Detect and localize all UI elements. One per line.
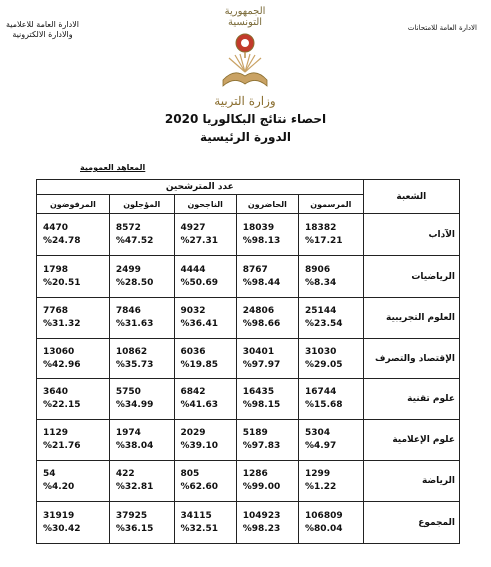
cell-count: 106809 [305,510,343,521]
section-label: المعاهد العمومية [80,163,146,172]
cell-percent: %98.23 [242,523,281,534]
cell-count: 7846 [115,306,141,316]
right-header: الادارة العامة للامتحانات [407,24,477,32]
cell-percent: %30.42 [43,523,81,534]
table-cell [299,339,364,379]
table-row [37,256,460,298]
cell-percent: %20.51 [43,277,81,288]
ministry-emblem [207,6,283,108]
cell-percent: %28.50 [115,277,154,288]
row-label: الإقتصاد والتصرف [363,339,459,379]
row-label: علوم تقنية [363,379,459,420]
cell-count: 8572 [115,222,141,233]
cell-percent: %34.99 [115,400,154,410]
table-cell [299,298,364,339]
cell-percent: %98.13 [242,235,281,246]
table-cell [109,420,174,461]
emblem-title: الجمهورية التونسية [224,6,266,28]
cell-count: 5189 [242,428,268,438]
cell-percent: %36.15 [115,523,154,534]
cell-percent: %97.97 [242,359,281,370]
table-cell [37,298,110,339]
table-cell [109,298,174,339]
cell-count: 1798 [43,264,69,275]
cell-percent: %8.34 [305,277,337,288]
cell-percent: %15.68 [305,400,343,410]
table-row [37,420,460,461]
table-cell [299,461,364,502]
report-subtitle: الدورة الرئيسية [199,130,292,144]
cell-count: 31030 [305,346,337,357]
table-cell [236,420,298,461]
table-cell [109,379,174,420]
table-row [37,298,460,339]
table-row [37,339,460,379]
table-cell [299,379,364,420]
cell-count: 34115 [180,510,212,521]
table-cell [109,461,174,502]
cell-count: 18382 [305,222,337,233]
cell-percent: %4.97 [305,441,337,451]
left-header-line1: الادارة العامة للاعلامية [6,20,79,29]
cell-percent: %29.05 [305,359,343,370]
cell-count: 2499 [115,264,141,275]
table-cell [37,502,110,544]
cell-percent: %41.63 [180,400,218,410]
cell-percent: %19.85 [180,359,218,370]
cell-count: 422 [115,469,135,479]
table-cell [174,214,236,256]
cell-percent: %50.69 [180,277,218,288]
cell-percent: %24.78 [43,235,81,246]
cell-percent: %98.15 [242,400,281,410]
cell-percent: %21.76 [43,441,81,451]
table-cell [37,339,110,379]
cell-percent: %38.04 [115,441,154,451]
cell-count: 37925 [115,510,148,521]
cell-count: 1299 [305,469,331,479]
cell-count: 8906 [305,264,331,275]
cell-count: 4927 [180,222,206,233]
table-cell [299,256,364,298]
candidates-header: عدد المترشحين [37,180,364,195]
cell-percent: %39.10 [180,441,218,451]
table-cell [299,420,364,461]
cell-percent: %4.20 [43,482,75,492]
table-cell [174,420,236,461]
cell-count: 30401 [242,346,275,357]
table-cell [299,214,364,256]
cell-count: 1286 [242,469,268,479]
cell-count: 9032 [180,306,206,316]
table-cell [236,502,298,544]
cell-percent: %98.44 [242,277,281,288]
cell-percent: %1.22 [305,482,337,492]
table-cell [236,298,298,339]
cell-percent: %31.63 [115,319,154,329]
branch-header: الشعبة [363,180,459,214]
row-label: علوم الإعلامية [363,420,459,461]
ministry-name: وزارة التربية [214,94,276,108]
cell-count: 6036 [180,346,206,357]
cell-count: 805 [180,469,200,479]
cell-count: 4470 [43,222,69,233]
cell-count: 4444 [180,264,206,275]
cell-count: 13060 [43,346,75,357]
col-header: الناجحون [174,195,236,214]
cell-percent: %31.32 [43,319,81,329]
cell-count: 24806 [242,306,275,316]
cell-count: 3640 [43,387,69,397]
table-cell [174,298,236,339]
table-cell [37,379,110,420]
cell-count: 2029 [180,428,206,438]
table-row [37,502,460,544]
table-cell [37,214,110,256]
col-header: المؤجلون [109,195,174,214]
table-cell [299,502,364,544]
col-header: المرسمون [299,195,364,214]
cell-percent: %42.96 [43,359,81,370]
cell-count: 18039 [242,222,275,233]
cell-percent: %36.41 [180,319,218,329]
table-cell [236,379,298,420]
emblem-icon [207,28,283,90]
table-cell [37,256,110,298]
table-cell [37,420,110,461]
left-header [6,20,79,40]
cell-count: 6842 [180,387,206,397]
col-header: الحاضرون [236,195,298,214]
table-row [37,379,460,420]
results-table [36,179,460,544]
table-cell [109,256,174,298]
row-label: المجموع [363,502,459,544]
row-label: الآداب [363,214,459,256]
cell-percent: %27.31 [180,235,218,246]
cell-count: 54 [43,469,56,479]
row-label: العلوم التجريبية [363,298,459,339]
cell-percent: %32.81 [115,482,154,492]
cell-count: 31919 [43,510,75,521]
table-cell [236,339,298,379]
cell-percent: %17.21 [305,235,343,246]
cell-percent: %32.51 [180,523,218,534]
table-cell [236,214,298,256]
cell-percent: %35.73 [115,359,154,370]
col-header: المرفوضون [37,195,110,214]
row-label: الرياضيات [363,256,459,298]
table-cell [174,461,236,502]
cell-percent: %98.66 [242,319,281,329]
header-row-1 [37,180,460,195]
table-cell [109,502,174,544]
table-cell [174,379,236,420]
cell-percent: %23.54 [305,319,343,329]
cell-count: 1974 [115,428,141,438]
cell-count: 1129 [43,428,69,438]
table-cell [174,339,236,379]
cell-count: 16744 [305,387,337,397]
cell-count: 16435 [242,387,275,397]
cell-count: 104923 [242,510,281,521]
table-cell [37,461,110,502]
cell-count: 5304 [305,428,331,438]
cell-count: 10862 [115,346,148,357]
cell-percent: %22.15 [43,400,81,410]
table-cell [174,256,236,298]
cell-percent: %62.60 [180,482,218,492]
cell-percent: %97.83 [242,441,281,451]
cell-count: 7768 [43,306,69,316]
row-label: الرياضة [363,461,459,502]
cell-count: 5750 [115,387,141,397]
table-cell [109,214,174,256]
cell-percent: %47.52 [115,235,154,246]
table-body [37,214,460,544]
cell-count: 8767 [242,264,268,275]
report-title: احصاء نتائج البكالوريا 2020 [164,112,327,126]
table-row [37,461,460,502]
table-cell [236,256,298,298]
table-cell [109,339,174,379]
cell-count: 25144 [305,306,337,316]
cell-percent: %99.00 [242,482,281,492]
table-cell [236,461,298,502]
table-cell [174,502,236,544]
table-row [37,214,460,256]
left-header-line2: والادارة الالكترونية [12,30,73,39]
cell-percent: %80.04 [305,523,343,534]
